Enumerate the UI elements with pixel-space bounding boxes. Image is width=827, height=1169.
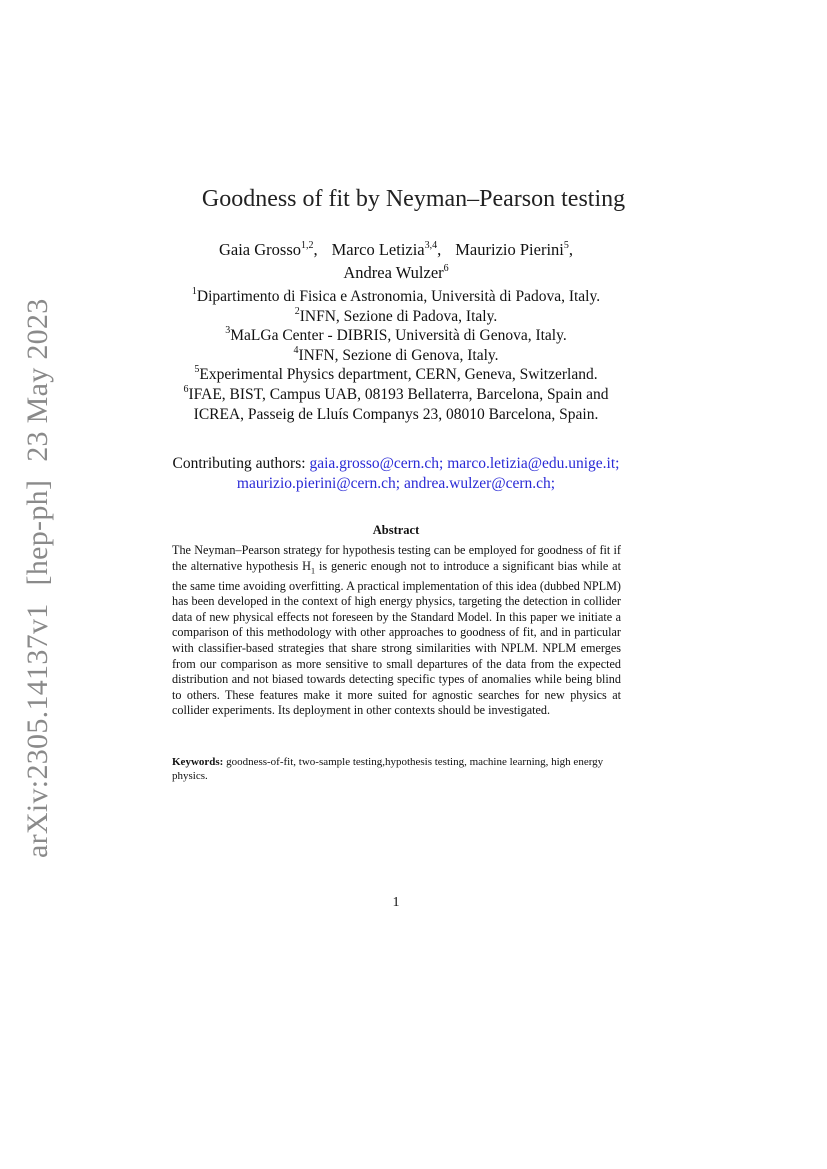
author-list [0, 238, 792, 284]
math-symbol [302, 558, 316, 576]
page-number: 1 [392, 895, 400, 910]
contrib-line-2 [0, 474, 792, 494]
author-name: Maurizio Pierini [455, 240, 564, 259]
contrib-line-1 [0, 454, 792, 474]
affiliation-text: IFAE, BIST, Campus UAB, 08193 Bellaterra, Barcelona, Spain and [188, 385, 609, 403]
author [343, 263, 448, 282]
arxiv-date: 23 May 2023 [21, 298, 54, 462]
author-line-2 [0, 261, 792, 284]
abstract-text-part: is generic enough not to introduce a significant bias while at the same time avoiding overfitting. A practical implementation of this idea (dubbed NPLM) has been developed in the context of high energy physics, targeting the detection in collider data of new physical effects not foreseen by the Standard Model. In this paper we initiate a comparison of this methodology with other approaches to goodness of fit, and in particular with classifier-based strategies that share strong similarities with NPLM. NPLM emerges from our comparison as more sensitive to small departures of the data from the expected distribution and not biased towards detecting specific types of anomalies while being blind to others. These features make it more suited for agnostic searches for new physics at collider experiments. Its deployment in other contexts should be investigated. [172, 558, 621, 718]
email-link[interactable]: maurizio.pierini@cern.ch; [236, 475, 401, 492]
author-name: Gaia Grosso [218, 240, 302, 259]
affiliation [0, 385, 792, 405]
affiliation-sup: 1 [191, 286, 197, 297]
affiliation-sup: 6 [183, 383, 189, 395]
author: Marco Letizia$^{3,4}$, [331, 240, 442, 259]
contrib-label: Contributing authors: [172, 455, 306, 472]
affiliation-sup: 4 [293, 344, 299, 356]
author-name: Marco Letizia [331, 240, 425, 259]
author: Gaia Grosso$^{1,2}$, [218, 240, 318, 259]
arxiv-side-stamp [18, 298, 58, 858]
abstract-text-part: The Neyman–Pearson strategy for hypothesis testing can be employed for goodness of fit if the alternative hypothesis [172, 543, 621, 573]
email-link[interactable]: andrea.wulzer@cern.ch; [403, 475, 556, 492]
affiliation [0, 307, 792, 327]
affiliation-sup: 2 [294, 305, 300, 317]
arxiv-id: arXiv:2305.14137v1 [21, 603, 54, 858]
affiliation-text: INFN, Sezione di Genova, Italy. [298, 346, 499, 364]
abstract-text [172, 543, 621, 719]
math-letter: H [302, 558, 311, 573]
affiliation-text: MaLGa Center - DIBRIS, Università di Genova, Italy. [230, 327, 567, 345]
author-affil-sup: 5 [563, 240, 569, 251]
email-link[interactable]: gaia.grosso@cern.ch; [309, 455, 444, 472]
affiliation-text: Experimental Physics department, CERN, Geneva, Switzerland. [199, 366, 598, 384]
author-affil-sup: 3,4 [424, 240, 438, 251]
arxiv-category: [hep-ph] [21, 479, 54, 586]
affiliation [0, 287, 792, 307]
math-subscript: 1 [310, 565, 316, 576]
contributing-authors [0, 454, 792, 494]
keywords [172, 755, 621, 783]
author-line-1 [0, 238, 792, 261]
affiliation-text: ICREA, Passeig de Lluís Companys 23, 08010 Barcelona, Spain. [193, 405, 599, 423]
email-link[interactable]: marco.letizia@edu.unige.it; [447, 455, 620, 472]
affiliation-sup: 5 [194, 364, 200, 376]
affiliation-sup: 3 [225, 325, 231, 337]
paper-title: Goodness of fit by Neyman–Pearson testing [201, 186, 626, 212]
affiliation [0, 365, 792, 385]
keywords-text: goodness-of-fit, two-sample testing,hypothesis testing, machine learning, high energy physics. [172, 756, 604, 783]
affiliation-text: INFN, Sezione di Padova, Italy. [299, 307, 498, 325]
author-affil-sup: 6 [443, 263, 449, 274]
keywords-label: Keywords: [172, 756, 224, 768]
affiliation-list [0, 287, 792, 424]
affiliation-text: Dipartimento di Fisica e Astronomia, Università di Padova, Italy. [196, 288, 601, 305]
author: Maurizio Pierini$^5$, [455, 240, 573, 259]
affiliation [0, 405, 792, 425]
author-affil-sup: 1,2 [301, 240, 314, 251]
affiliation [0, 326, 792, 346]
affiliation [0, 346, 792, 366]
author-name: Andrea Wulzer [343, 263, 444, 282]
abstract-heading: Abstract [372, 523, 420, 537]
